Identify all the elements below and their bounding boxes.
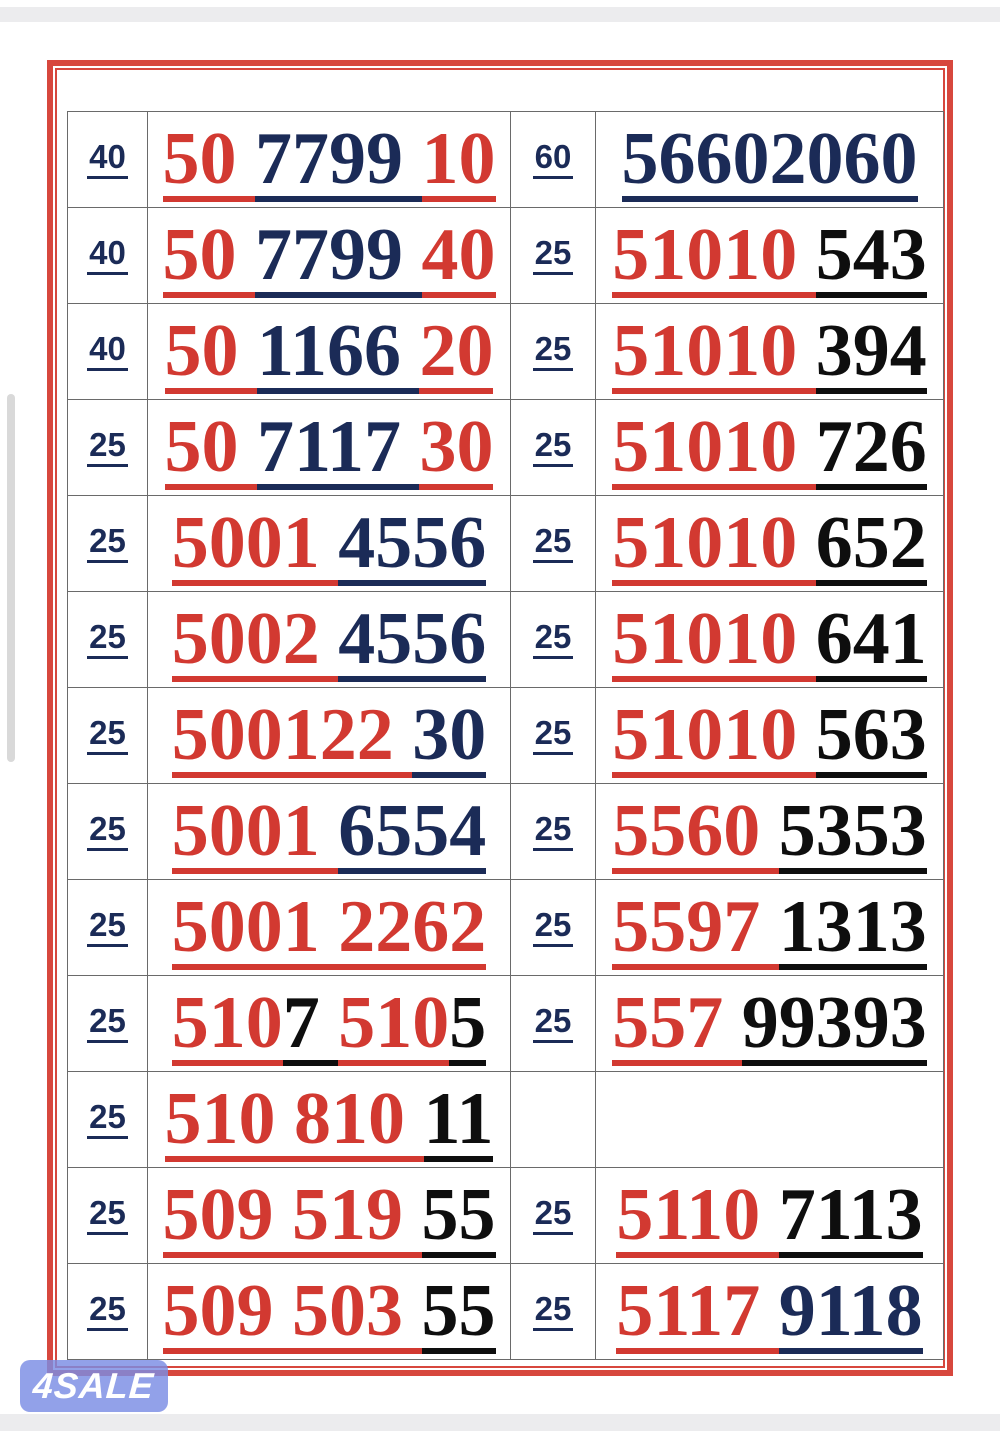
price-value: 25	[87, 1100, 128, 1140]
phone-number-segment: 557	[612, 982, 742, 1064]
phone-listings-table	[67, 111, 944, 1360]
phone-number-segment: 4556	[338, 502, 487, 584]
price-cell-left	[68, 1264, 148, 1360]
price-value: 25	[533, 332, 574, 372]
price-value: 25	[87, 812, 128, 852]
price-cell-right	[511, 880, 596, 976]
phone-number-segment: 652	[815, 502, 927, 584]
price-value: 25	[87, 428, 128, 468]
phone-number-cell-left	[148, 1168, 511, 1264]
price-value: 25	[87, 1004, 128, 1044]
phone-number-segment: 5353	[778, 790, 927, 872]
table-row	[68, 592, 944, 688]
table-row	[68, 400, 944, 496]
price-value: 25	[533, 236, 574, 276]
price-value: 40	[87, 332, 128, 372]
phone-number-cell-left	[148, 208, 511, 304]
phone-number-segment: 500122	[171, 694, 413, 776]
price-cell-left	[68, 880, 148, 976]
price-cell-left	[68, 496, 148, 592]
phone-number-cell-right	[596, 208, 944, 304]
table-row	[68, 1072, 944, 1168]
phone-number-cell-left	[148, 976, 511, 1072]
price-value: 25	[533, 428, 574, 468]
price-cell-left	[68, 784, 148, 880]
phone-number-segment: 510	[338, 982, 450, 1064]
phone-number-segment: 1313	[778, 886, 927, 968]
price-cell-left	[68, 112, 148, 208]
phone-number-segment: 5001	[171, 502, 339, 584]
price-value: 60	[533, 140, 574, 180]
table-row	[68, 1168, 944, 1264]
phone-number-cell-right	[596, 112, 944, 208]
price-cell-left	[68, 976, 148, 1072]
phone-number-cell-right	[596, 1168, 944, 1264]
phone-number-segment: 30	[419, 406, 494, 488]
price-cell-right	[511, 112, 596, 208]
phone-number-segment: 510 810	[164, 1078, 424, 1160]
phone-number-segment: 30	[412, 694, 487, 776]
phone-number-segment: 5117	[616, 1270, 779, 1352]
phone-number-cell-right	[596, 304, 944, 400]
price-cell-right	[511, 208, 596, 304]
phone-number-cell-right	[596, 496, 944, 592]
phone-number-segment: 509 519	[162, 1174, 422, 1256]
price-cell-left	[68, 304, 148, 400]
phone-number-segment: 5	[449, 982, 487, 1064]
phone-number-segment: 4556	[338, 598, 487, 680]
price-cell-left	[68, 1072, 148, 1168]
phone-number-segment: 7113	[778, 1174, 923, 1256]
phone-number-segment: 5597	[612, 886, 779, 968]
price-cell-left	[68, 208, 148, 304]
phone-number-segment: 563	[815, 694, 927, 776]
phone-number-segment: 51010	[612, 502, 816, 584]
price-cell-right	[511, 976, 596, 1072]
phone-number-segment: 40	[421, 214, 496, 296]
phone-number-segment: 543	[815, 214, 927, 296]
phone-number-cell-left	[148, 592, 511, 688]
phone-number-cell-left	[148, 112, 511, 208]
price-value: 25	[87, 716, 128, 756]
price-value: 25	[533, 1004, 574, 1044]
price-cell-left	[68, 400, 148, 496]
phone-number-cell-left	[148, 400, 511, 496]
price-cell-right	[511, 784, 596, 880]
forsale-watermark-logo	[20, 1360, 168, 1412]
table-row	[68, 976, 944, 1072]
phone-number-segment: 50	[162, 214, 255, 296]
phone-number-segment: 5560	[612, 790, 779, 872]
phone-number-segment: 50	[164, 310, 258, 392]
phone-number-segment: 55	[421, 1174, 496, 1256]
phone-number-cell-left	[148, 1072, 511, 1168]
phone-number-segment: 726	[815, 406, 927, 488]
phone-number-segment: 5110	[616, 1174, 779, 1256]
price-cell-left	[68, 688, 148, 784]
price-value: 25	[87, 908, 128, 948]
price-value: 25	[533, 908, 574, 948]
price-cell-right	[511, 400, 596, 496]
phone-number-segment: 51010	[612, 310, 816, 392]
price-cell-right	[511, 688, 596, 784]
table-row	[68, 112, 944, 208]
phone-number-segment: 6554	[338, 790, 487, 872]
phone-number-cell-left	[148, 784, 511, 880]
phone-number-segment: 7	[282, 982, 339, 1064]
price-value: 25	[87, 1292, 128, 1332]
phone-number-segment: 7117	[257, 406, 420, 488]
phone-number-segment: 394	[815, 310, 927, 392]
price-value: 25	[87, 1196, 128, 1236]
phone-number-cell-right	[596, 976, 944, 1072]
phone-number-segment: 51010	[612, 406, 816, 488]
phone-number-cell-right	[596, 592, 944, 688]
phone-number-segment: 55	[421, 1270, 496, 1352]
phone-number-cell-right	[596, 1264, 944, 1360]
phone-number-cell-right	[596, 880, 944, 976]
top-gray-band	[0, 7, 1000, 22]
price-value: 25	[533, 1292, 574, 1332]
phone-number-segment: 7799	[255, 118, 422, 200]
price-cell-right	[511, 304, 596, 400]
phone-number-segment: 641	[815, 598, 927, 680]
price-cell-right	[511, 1072, 596, 1168]
phone-number-segment: 510	[171, 982, 283, 1064]
phone-number-segment: 1166	[257, 310, 420, 392]
price-value: 25	[87, 620, 128, 660]
price-cell-right	[511, 496, 596, 592]
table-row	[68, 496, 944, 592]
phone-number-segment: 51010	[612, 214, 816, 296]
phone-number-segment: 51010	[612, 598, 816, 680]
price-value: 25	[87, 524, 128, 564]
phone-number-segment: 7799	[255, 214, 422, 296]
phone-number-segment: 20	[419, 310, 494, 392]
forsale-watermark-label: 4SALE	[32, 1365, 156, 1406]
phone-number-segment: 99393	[741, 982, 927, 1064]
phone-number-cell-left	[148, 688, 511, 784]
table-row	[68, 880, 944, 976]
table-row	[68, 784, 944, 880]
phone-number-cell-left	[148, 880, 511, 976]
phone-number-cell-right	[596, 1072, 944, 1168]
phone-number-cell-left	[148, 496, 511, 592]
table-row	[68, 304, 944, 400]
scrollbar-thumb[interactable]	[7, 394, 15, 762]
phone-number-cell-left	[148, 1264, 511, 1360]
phone-number-cell-right	[596, 688, 944, 784]
price-cell-right	[511, 1168, 596, 1264]
phone-number-cell-right	[596, 400, 944, 496]
phone-number-segment: 5001 2262	[171, 886, 487, 968]
phone-number-cell-left	[148, 304, 511, 400]
phone-number-segment: 56602060	[621, 118, 918, 200]
table-row	[68, 208, 944, 304]
phone-number-segment: 50	[164, 406, 258, 488]
phone-number-segment: 509 503	[162, 1270, 422, 1352]
listings-table-body	[68, 112, 944, 1360]
phone-number-segment: 10	[421, 118, 496, 200]
price-cell-right	[511, 592, 596, 688]
price-value: 25	[533, 716, 574, 756]
phone-number-cell-right	[596, 784, 944, 880]
phone-number-segment: 11	[423, 1078, 494, 1160]
bottom-gray-band	[0, 1414, 1000, 1431]
phone-number-segment: 51010	[612, 694, 816, 776]
price-cell-left	[68, 1168, 148, 1264]
table-row	[68, 1264, 944, 1360]
phone-number-segment: 9118	[778, 1270, 923, 1352]
price-value: 40	[87, 140, 128, 180]
price-cell-left	[68, 592, 148, 688]
price-value: 25	[533, 812, 574, 852]
price-value: 40	[87, 236, 128, 276]
price-value: 25	[533, 620, 574, 660]
price-cell-right	[511, 1264, 596, 1360]
table-row	[68, 688, 944, 784]
phone-number-segment: 50	[162, 118, 255, 200]
price-value: 25	[533, 1196, 574, 1236]
phone-number-segment: 5001	[171, 790, 339, 872]
price-value: 25	[533, 524, 574, 564]
phone-number-segment: 5002	[171, 598, 339, 680]
